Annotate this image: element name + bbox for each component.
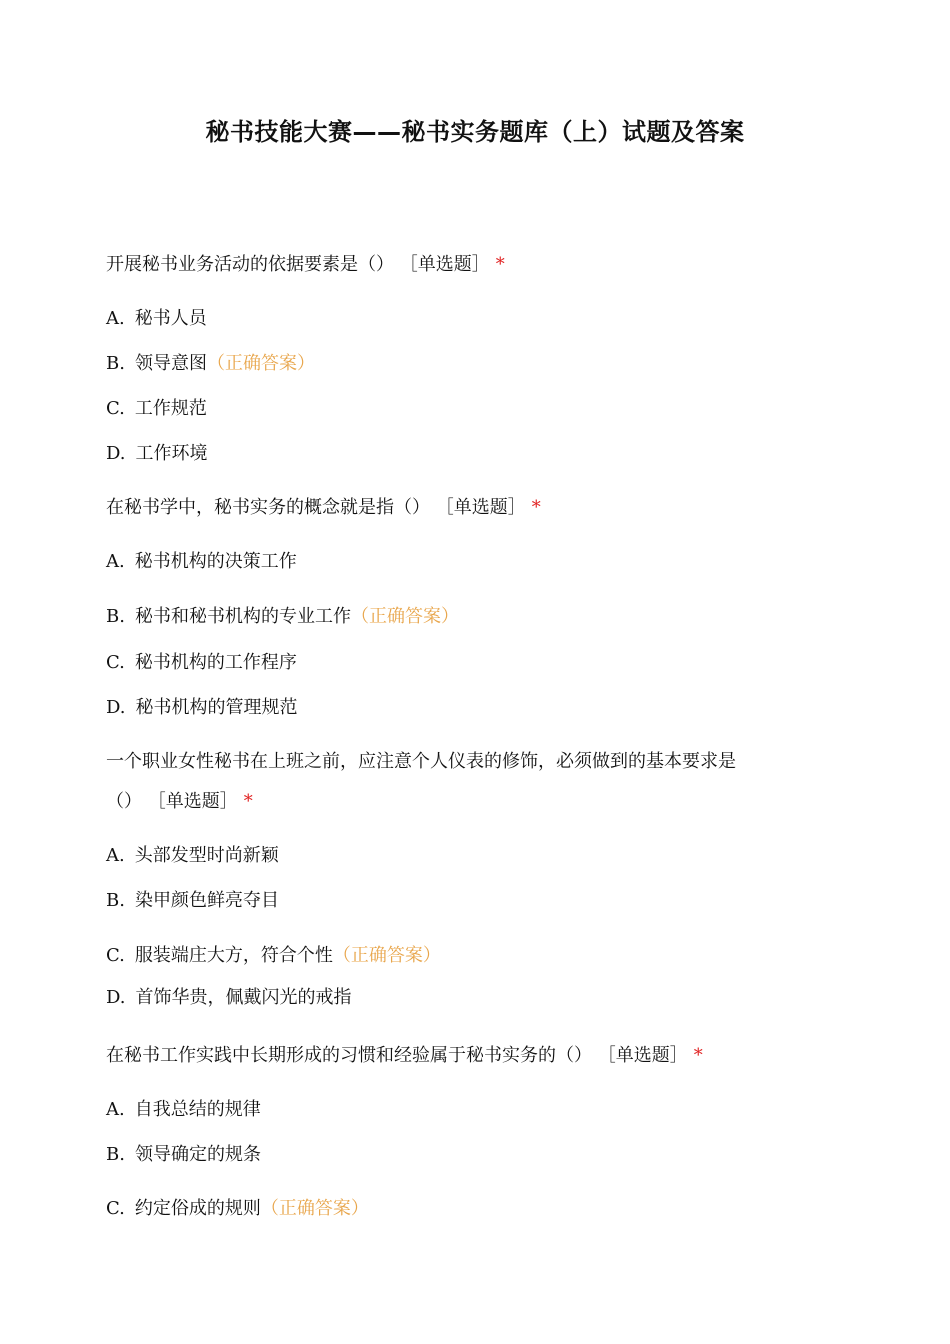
option-d xyxy=(106,442,208,466)
option-a xyxy=(106,550,297,574)
correct-answer-mark: （正确答案） xyxy=(260,1198,369,1219)
question-2 xyxy=(106,496,541,520)
option-letter: C. xyxy=(106,398,125,419)
option-letter: B. xyxy=(106,1144,125,1165)
option-d xyxy=(106,696,298,720)
option-letter: D. xyxy=(106,697,126,718)
option-text: 染甲颜色鲜亮夺目 xyxy=(134,890,279,911)
option-letter: A. xyxy=(106,551,125,572)
document-title: 秘书技能大赛——秘书实务题库（上）试题及答案 xyxy=(205,118,745,146)
correct-answer-mark: （正确答案） xyxy=(206,353,315,374)
option-b xyxy=(106,352,315,376)
question-type: ［单选题］ xyxy=(597,1045,688,1066)
question-text: 开展秘书业务活动的依据要素是（） xyxy=(106,254,394,275)
question-4 xyxy=(106,1044,703,1068)
option-text: 秘书机构的决策工作 xyxy=(134,551,297,572)
option-b xyxy=(106,1143,261,1167)
option-text: 秘书机构的管理规范 xyxy=(135,697,298,718)
option-text: 秘书和秘书机构的专业工作 xyxy=(134,606,351,627)
option-letter: B. xyxy=(106,353,125,374)
required-mark: * xyxy=(243,791,253,812)
required-mark: * xyxy=(495,254,505,275)
option-c xyxy=(106,651,297,675)
option-d xyxy=(106,986,352,1010)
question-type: ［单选题］ xyxy=(147,791,238,812)
option-text: 领导意图 xyxy=(134,353,207,374)
correct-answer-mark: （正确答案） xyxy=(332,945,441,966)
option-letter: A. xyxy=(106,308,125,329)
option-text: 领导确定的规条 xyxy=(134,1144,261,1165)
option-letter: B. xyxy=(106,890,125,911)
option-letter: C. xyxy=(106,1198,125,1219)
option-b xyxy=(106,889,279,913)
option-letter: D. xyxy=(106,987,126,1008)
question-3-continued xyxy=(106,790,253,814)
question-text: （） xyxy=(106,791,142,812)
question-text: 在秘书学中，秘书实务的概念就是指（） xyxy=(106,497,430,518)
option-text: 秘书机构的工作程序 xyxy=(134,652,297,673)
option-a xyxy=(106,844,279,868)
option-c xyxy=(106,1197,369,1221)
option-letter: A. xyxy=(106,1099,125,1120)
question-text: 一个职业女性秘书在上班之前，应注意个人仪表的修饰，必须做到的基本要求是 xyxy=(106,751,736,772)
correct-answer-mark: （正确答案） xyxy=(350,606,459,627)
required-mark: * xyxy=(693,1045,703,1066)
option-text: 服装端庄大方，符合个性 xyxy=(134,945,333,966)
option-letter: C. xyxy=(106,652,125,673)
option-letter: D. xyxy=(106,443,126,464)
option-b xyxy=(106,605,459,629)
question-type: ［单选题］ xyxy=(399,254,490,275)
option-letter: C. xyxy=(106,945,125,966)
option-text: 首饰华贵，佩戴闪光的戒指 xyxy=(135,987,352,1008)
option-c xyxy=(106,397,207,421)
option-a xyxy=(106,1098,261,1122)
question-text: 在秘书工作实践中长期形成的习惯和经验属于秘书实务的（） xyxy=(106,1045,592,1066)
question-1 xyxy=(106,253,505,277)
option-letter: B. xyxy=(106,606,125,627)
option-text: 头部发型时尚新颖 xyxy=(134,845,279,866)
question-3 xyxy=(106,750,736,774)
option-text: 工作环境 xyxy=(135,443,208,464)
option-text: 约定俗成的规则 xyxy=(134,1198,261,1219)
option-text: 秘书人员 xyxy=(134,308,207,329)
question-type: ［单选题］ xyxy=(435,497,526,518)
option-a xyxy=(106,307,207,331)
required-mark: * xyxy=(531,497,541,518)
option-text: 工作规范 xyxy=(134,398,207,419)
option-letter: A. xyxy=(106,845,125,866)
option-text: 自我总结的规律 xyxy=(134,1099,261,1120)
option-c xyxy=(106,944,441,968)
